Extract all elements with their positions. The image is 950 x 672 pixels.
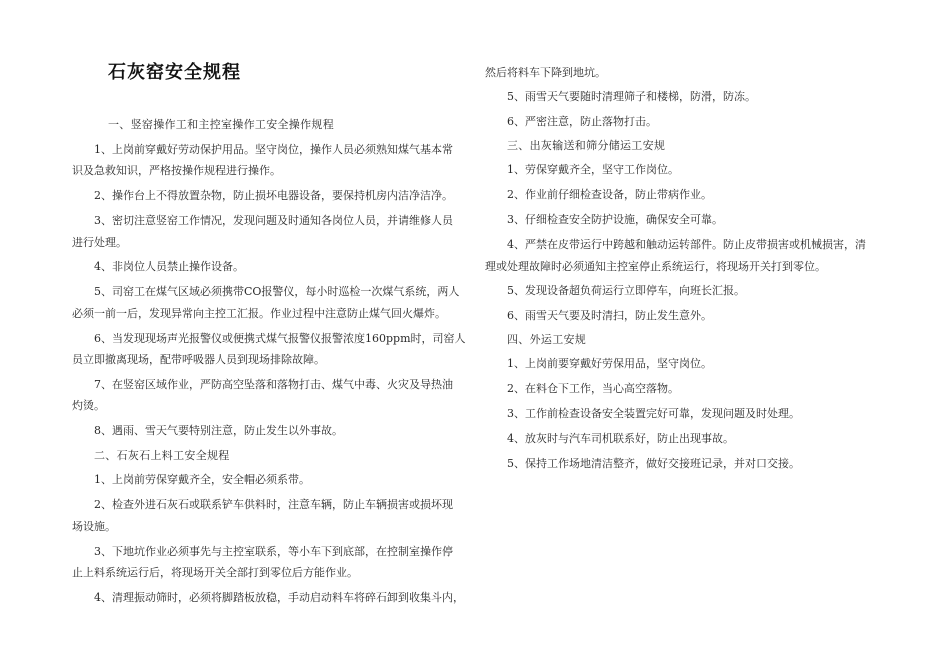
text-line: 4、严禁在皮带运行中跨越和触动运转部件。防止皮带损害或机械损害，清	[507, 238, 866, 251]
text-line: 6、当发现现场声光报警仪或便携式煤气报警仪报警浓度160ppm时，司窑人	[94, 332, 466, 345]
text-line: 理或处理故障时必须通知主控室停止系统运行，将现场开关打到零位。	[485, 260, 826, 273]
text-line: 1、上岗前要穿戴好劳保用品，坚守岗位。	[507, 357, 712, 370]
text-line: 8、遇雨、雪天气要特别注意，防止发生以外事故。	[94, 424, 343, 437]
text-line: 7、在竖窑区域作业，严防高空坠落和落物打击、煤气中毒、火灾及导热油	[94, 378, 453, 391]
text-line: 1、上岗前穿戴好劳动保护用品。坚守岗位，操作人员必须熟知煤气基本常	[94, 143, 453, 156]
text-line: 识及急救知识，严格按操作规程进行操作。	[72, 164, 281, 177]
text-line: 1、劳保穿戴齐全，坚守工作岗位。	[507, 163, 679, 176]
section-heading: 四、外运工安规	[507, 333, 587, 346]
section-heading: 一、竖窑操作工和主控室操作工安全操作规程	[108, 118, 334, 131]
text-line: 5、发现设备超负荷运行立即停车，向班长汇报。	[507, 284, 745, 297]
text-line: 员立即撤离现场，配带呼吸器人员到现场排除故障。	[72, 353, 325, 366]
text-line: 2、作业前仔细检查设备，防止带病作业。	[507, 188, 712, 201]
section-heading: 二、石灰石上料工安全规程	[94, 449, 230, 462]
text-line: 3、密切注意竖窑工作情况，发现问题及时通知各岗位人员，并请维修人员	[94, 214, 453, 227]
text-line: 3、工作前检查设备安全装置完好可靠，发现问题及时处理。	[507, 407, 800, 420]
text-line: 4、非岗位人员禁止操作设备。	[94, 260, 244, 273]
text-line: 场设施。	[72, 520, 116, 533]
text-line: 4、放灰时与汽车司机联系好，防止出现事故。	[507, 432, 734, 445]
text-line: 然后将料车下降到地坑。	[485, 66, 606, 79]
text-line: 3、仔细检查安全防护设施，确保安全可靠。	[507, 213, 723, 226]
text-line: 2、检查外进石灰石或联系铲车供料时，注意车辆，防止车辆损害或损坏现	[94, 498, 453, 511]
text-line: 4、清理振动筛时，必须将脚踏板放稳，手动启动料车将碎石卸到收集斗内，	[94, 591, 464, 604]
text-line: 进行处理。	[72, 236, 127, 249]
section-heading: 三、出灰输送和筛分储运工安规	[507, 139, 666, 152]
text-line: 5、保持工作场地清洁整齐，做好交接班记录，并对口交接。	[507, 457, 800, 470]
text-line: 2、操作台上不得放置杂物，防止损坏电器设备，要保持机房内洁净洁净。	[94, 189, 453, 202]
text-line: 6、雨雪天气要及时清扫，防止发生意外。	[507, 309, 712, 322]
document-title: 石灰窑安全规程	[108, 62, 241, 83]
text-line: 5、雨雪天气要随时清理筛子和楼梯，防滑，防冻。	[507, 90, 756, 103]
text-line: 1、上岗前劳保穿戴齐全，安全帽必须系带。	[94, 473, 310, 486]
text-line: 3、下地坑作业必须事先与主控室联系，等小车下到底部，在控制室操作停	[94, 545, 453, 558]
text-line: 2、在料仓下工作，当心高空落物。	[507, 382, 679, 395]
text-line: 止上料系统运行后，将现场开关全部打到零位后方能作业。	[72, 566, 358, 579]
text-line: 灼烫。	[72, 399, 105, 412]
text-line: 6、严密注意，防止落物打击。	[507, 115, 657, 128]
text-line: 必须一前一后，发现异常向主控工汇报。作业过程中注意防止煤气回火爆炸。	[72, 307, 446, 320]
text-line: 5、司窑工在煤气区域必须携带CO报警仪，每小时巡检一次煤气系统，两人	[94, 285, 460, 298]
